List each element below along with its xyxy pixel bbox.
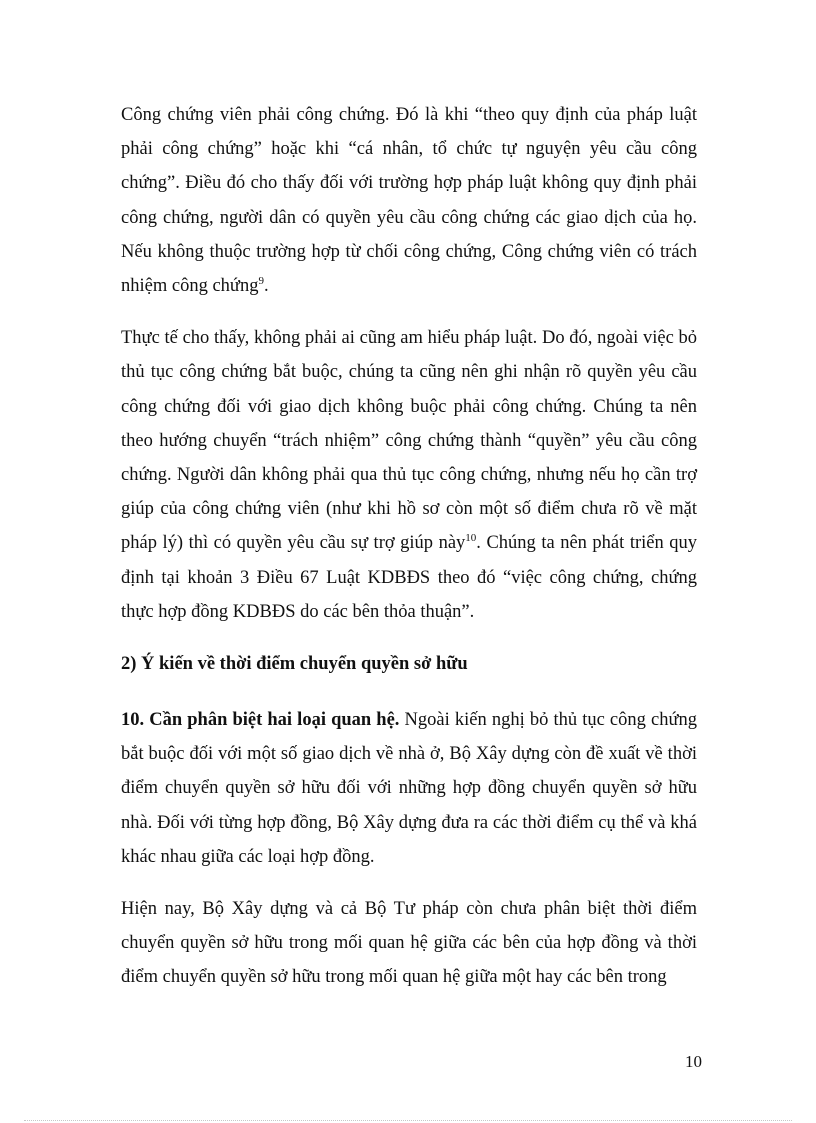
footnote-marker[interactable]: 10	[465, 532, 477, 545]
paragraph-tail: .	[263, 276, 269, 297]
paragraph-right-to-request	[121, 321, 697, 629]
paragraph-lead: 10. Cần phân biệt hai loại quan hệ.	[121, 710, 400, 731]
paragraph-two-relationships	[121, 703, 697, 874]
paragraph-current-practice	[121, 892, 697, 995]
paragraph-notary-obligation	[121, 98, 697, 303]
paragraph-tail: . Chúng ta nên phát triển quy định tại khoản 3 Điều 67 Luật KDBĐS theo đó “việc công chứng, chứng thực hợp đồng KDBĐS do các bên thỏa thuận”.	[121, 533, 697, 622]
section-heading: 2) Ý kiến về thời điểm chuyển quyền sở hữu	[121, 654, 468, 675]
paragraph-text: Hiện nay, Bộ Xây dựng và cả Bộ Tư pháp còn chưa phân biệt thời điểm chuyển quyền sở hữu trong mối quan hệ giữa các bên của hợp đồng và thời điểm chuyển quyền sở hữu trong mối quan hệ giữa một hay các bên trong	[121, 899, 697, 988]
page-number: 10	[685, 1052, 702, 1071]
page-body	[121, 98, 697, 1013]
paragraph-text: Thực tế cho thấy, không phải ai cũng am hiểu pháp luật. Do đó, ngoài việc bỏ thủ tục công chứng bắt buộc, chúng ta cũng nên ghi nhận rõ quyền yêu cầu công chứng đối với giao dịch không buộc phải công chứng. Chúng ta nên theo hướng chuyển “trách nhiệm” công chứng thành “quyền” yêu cầu công chứng. Người dân không phải qua thủ tục công chứng, nhưng nếu họ cần trợ giúp của công chứng viên (như khi hồ sơ còn một số điểm chưa rõ về mặt pháp lý) thì có quyền yêu cầu sự trợ giúp này	[121, 328, 697, 554]
paragraph-text: Công chứng viên phải công chứng. Đó là khi “theo quy định của pháp luật phải công chứng” hoặc khi “cá nhân, tổ chức tự nguyện yêu cầu công chứng”. Điều đó cho thấy đối với trường hợp pháp luật không quy định phải công chứng, người dân có quyền yêu cầu công chứng các giao dịch của họ. Nếu không thuộc trường hợp từ chối công chứng, Công chứng viên có trách nhiệm công chứng	[121, 105, 697, 297]
page-bottom-divider	[24, 1120, 792, 1121]
paragraph-text: Ngoài kiến nghị bỏ thủ tục công chứng bắt buộc đối với một số giao dịch về nhà ở, Bộ Xây dựng còn đề xuất về thời điểm chuyển quyền sở hữu đối với những hợp đồng chuyển quyền sở hữu nhà. Đối với từng hợp đồng, Bộ Xây dựng đưa ra các thời điểm cụ thể và khá khác nhau giữa các loại hợp đồng.	[121, 710, 697, 867]
footnote-marker[interactable]: 9	[258, 275, 264, 288]
